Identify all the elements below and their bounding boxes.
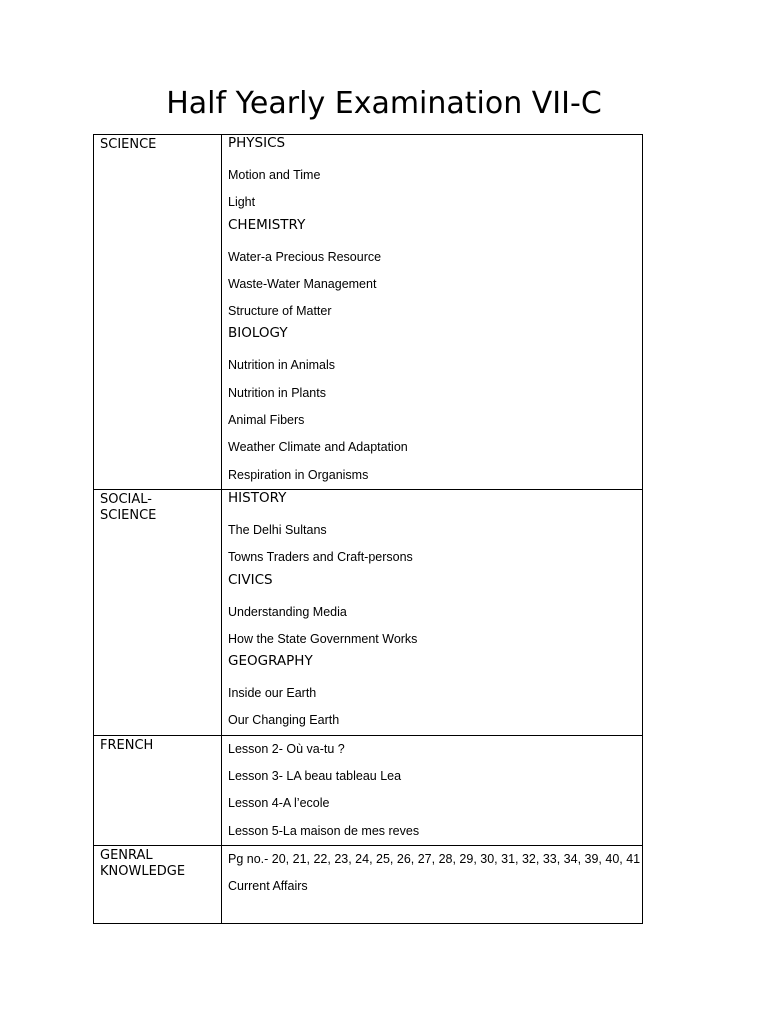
subject-label-line: GENRAL <box>100 847 153 863</box>
table-row-social-science <box>94 489 643 735</box>
topic-item: Nutrition in Animals <box>228 358 335 373</box>
topic-item: Animal Fibers <box>228 413 305 428</box>
topic-item: Motion and Time <box>228 168 321 182</box>
topic-item: Water-a Precious Resource <box>228 249 382 264</box>
section-heading-geography: GEOGRAPHY <box>228 653 313 670</box>
table-row-french <box>94 735 643 845</box>
subject-cell <box>94 489 222 735</box>
topics-cell <box>222 135 643 490</box>
topic-item: Towns Traders and Craft-persons <box>228 550 413 565</box>
section-heading-history: HISTORY <box>228 489 287 506</box>
topic-item: How the State Government Works <box>228 631 418 646</box>
topic-item: Current Affairs <box>228 879 308 894</box>
topics-cell <box>222 845 643 923</box>
topics-cell <box>222 489 643 735</box>
subject-cell <box>94 845 222 923</box>
topic-item: Lesson 5-La maison de mes reves <box>228 823 420 838</box>
section-heading-physics: PHYSICS <box>228 135 286 151</box>
subject-cell <box>94 735 222 845</box>
section-heading-biology: BIOLOGY <box>228 325 288 342</box>
subject-cell <box>94 135 222 490</box>
subject-label-line: KNOWLEDGE <box>100 863 186 879</box>
subject-label: SCIENCE <box>100 137 157 152</box>
topic-item: Nutrition in Plants <box>228 385 326 400</box>
topics-cell <box>222 735 643 845</box>
topic-item: Pg no.- 20, 21, 22, 23, 24, 25, 26, 27, 28, 29, 30, 31, 32, 33, 34, 39, 40, 41 <box>228 851 641 866</box>
topic-item: Structure of Matter <box>228 304 332 319</box>
topic-item: Respiration in Organisms <box>228 467 369 482</box>
topic-item: Waste-Water Management <box>228 276 377 291</box>
subject-label: FRENCH <box>100 737 154 753</box>
topic-item: Lesson 4-A l’ecole <box>228 796 330 811</box>
topic-item: Inside our Earth <box>228 686 317 701</box>
topic-item: Weather Climate and Adaptation <box>228 440 408 455</box>
topic-item: Lesson 3- LA beau tableau Lea <box>228 769 402 784</box>
topic-item: Light <box>228 195 256 210</box>
subject-label-line: SCIENCE <box>100 507 157 523</box>
topic-item: Our Changing Earth <box>228 713 340 728</box>
topic-item: Lesson 2- Où va-tu ? <box>228 741 345 756</box>
syllabus-table <box>93 134 643 924</box>
table-row-general-knowledge <box>94 845 643 923</box>
section-heading-chemistry: CHEMISTRY <box>228 216 306 233</box>
subject-label-line: SOCIAL- <box>100 491 152 507</box>
section-heading-civics: CIVICS <box>228 571 273 588</box>
table-row-science <box>94 135 643 490</box>
topic-item: The Delhi Sultans <box>228 522 327 537</box>
topic-item: Understanding Media <box>228 604 347 619</box>
page-title: Half Yearly Examination VII-C <box>166 86 602 121</box>
